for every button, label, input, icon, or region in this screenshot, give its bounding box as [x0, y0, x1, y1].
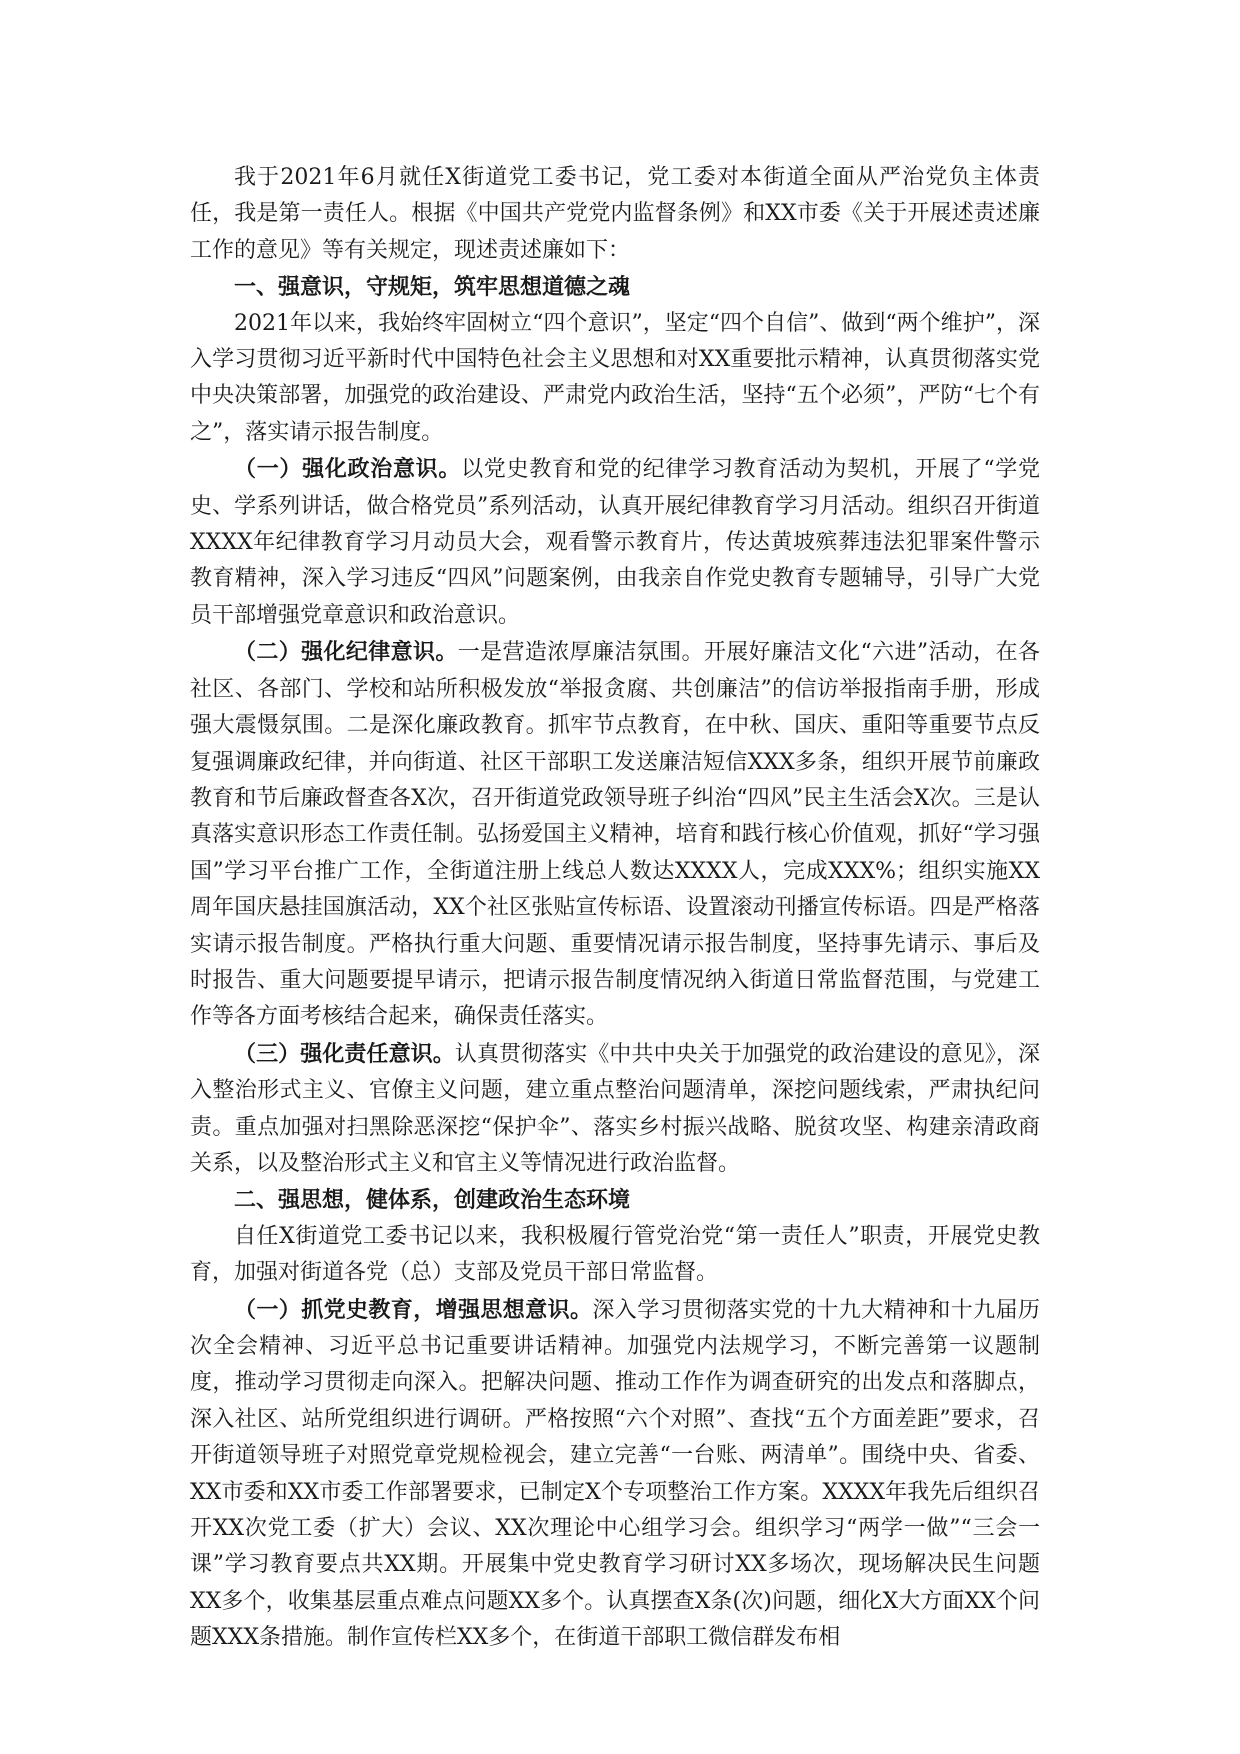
section2-item1: [190, 1292, 1040, 1657]
section2-heading: 二、强思想，健体系，创建政治生态环境: [234, 1187, 631, 1214]
section2-item1-text: 深入学习贯彻落实党的十九大精神和十九届历次全会精神、习近平总书记重要讲话精神。加强党内法规学习，不断完善第一议题制度，推动学习贯彻走向深入。把解决问题、推动工作作为调查研究的出发点和落脚点，深入社区、站所党组织进行调研。严格按照“六个对照”、查找“五个方面差距”要求，召开街道领导班子对照党章党规检视会，建立完善“一台账、两清单”。围绕中央、省委、XX市委和XX市委工作部署要求，已制定X个专项整治工作方案。XXXX年我先后组织召开XX次党工委（扩大）会议、XX次理论中心组学习会。组织学习“两学一做”“三会一课”学习教育要点共XX期。开展集中党史教育学习研讨XX多场次，现场解决民生问题XX多个，收集基层重点难点问题XX多个。认真摆查X条(次)问题，细化X大方面XX个问题XXX条措施。制作宣传栏XX多个，在街道干部职工微信群发布相: [190, 1297, 1040, 1651]
section1-item3-lead: （三）强化责任意识。: [234, 1040, 455, 1067]
section2-intro: 自任X街道党工委书记以来，我积极履行管党治党“第一责任人”职责，开展党史教育，加强对街道各党（总）支部及党员干部日常监督。: [190, 1223, 1040, 1286]
section1-item2: [190, 634, 1040, 1035]
section1-item1-lead: （一）强化政治意识。: [234, 456, 462, 483]
section1-item1-text: 以党史教育和党的纪律学习教育活动为契机，开展了“学党史、学系列讲话，做合格党员”系列活动，认真开展纪律教育学习月活动。组织召开街道XXXX年纪律教育学习月动员大会，观看警示教育片，传达黄坡殡葬违法犯罪案件警示教育精神，深入学习违反“四风”问题案例，由我亲自作党史教育专题辅导，引导广大党员干部增强党章意识和政治意识。: [190, 457, 1040, 628]
section1-heading: 一、强意识，守规矩，筑牢思想道德之魂: [234, 274, 631, 301]
section1-item2-lead: （二）强化纪律意识。: [234, 639, 458, 666]
section1-intro: 2021年以来，我始终牢固树立“四个意识”，坚定“四个自信”、做到“两个维护”，深入学习贯彻习近平新时代中国特色社会主义思想和对XX重要批示精神，认真贯彻落实党中央决策部署，加强党的政治建设、严肃党内政治生活，坚持“五个必须”，严防“七个有之”，落实请示报告制度。: [190, 310, 1040, 445]
section1-item3-text: 认真贯彻落实《中共中央关于加强党的政治建设的意见》，深入整治形式主义、官僚主义问题，建立重点整治问题清单，深挖问题线索，严肃执纪问责。重点加强对扫黑除恶深挖“保护伞”、落实乡村振兴战略、脱贫攻坚、构建亲清政商关系，以及整治形式主义和官主义等情况进行政治监督。: [190, 1041, 1040, 1176]
section1-item3: [190, 1036, 1040, 1183]
intro-paragraph: 我于2021年6月就任X街道党工委书记，党工委对本街道全面从严治党负主体责任，我是第一责任人。根据《中国共产党党内监督条例》和XX市委《关于开展述责述廉工作的意见》等有关规定，现述责述廉如下：: [190, 165, 1040, 263]
document-body: [190, 160, 1040, 1657]
section1-item2-text: 一是营造浓厚廉洁氛围。开展好廉洁文化“六进”活动，在各社区、各部门、学校和站所积极发放“举报贪腐、共创廉洁”的信访举报指南手册，形成强大震慑氛围。二是深化廉政教育。抓牢节点教育，在中秋、国庆、重阳等重要节点反复强调廉政纪律，并向街道、社区干部职工发送廉洁短信XXX多条，组织开展节前廉政教育和节后廉政督查各X次，召开街道党政领导班子纠治“四风”民主生活会X次。三是认真落实意识形态工作责任制。弘扬爱国主义精神，培育和践行核心价值观，抓好“学习强国”学习平台推广工作，全街道注册上线总人数达XXXX人，完成XXX%；组织实施XX周年国庆悬挂国旗活动，XX个社区张贴宣传标语、设置滚动刊播宣传标语。四是严格落实请示报告制度。严格执行重大问题、重要情况请示报告制度，坚持事先请示、事后及时报告、重大问题要提早请示，把请示报告制度情况纳入街道日常监督范围，与党建工作等各方面考核结合起来，确保责任落实。: [190, 640, 1040, 1030]
section2-item1-lead: （一）抓党史教育，增强思想意识。: [234, 1296, 593, 1323]
section1-item1: [190, 451, 1040, 634]
